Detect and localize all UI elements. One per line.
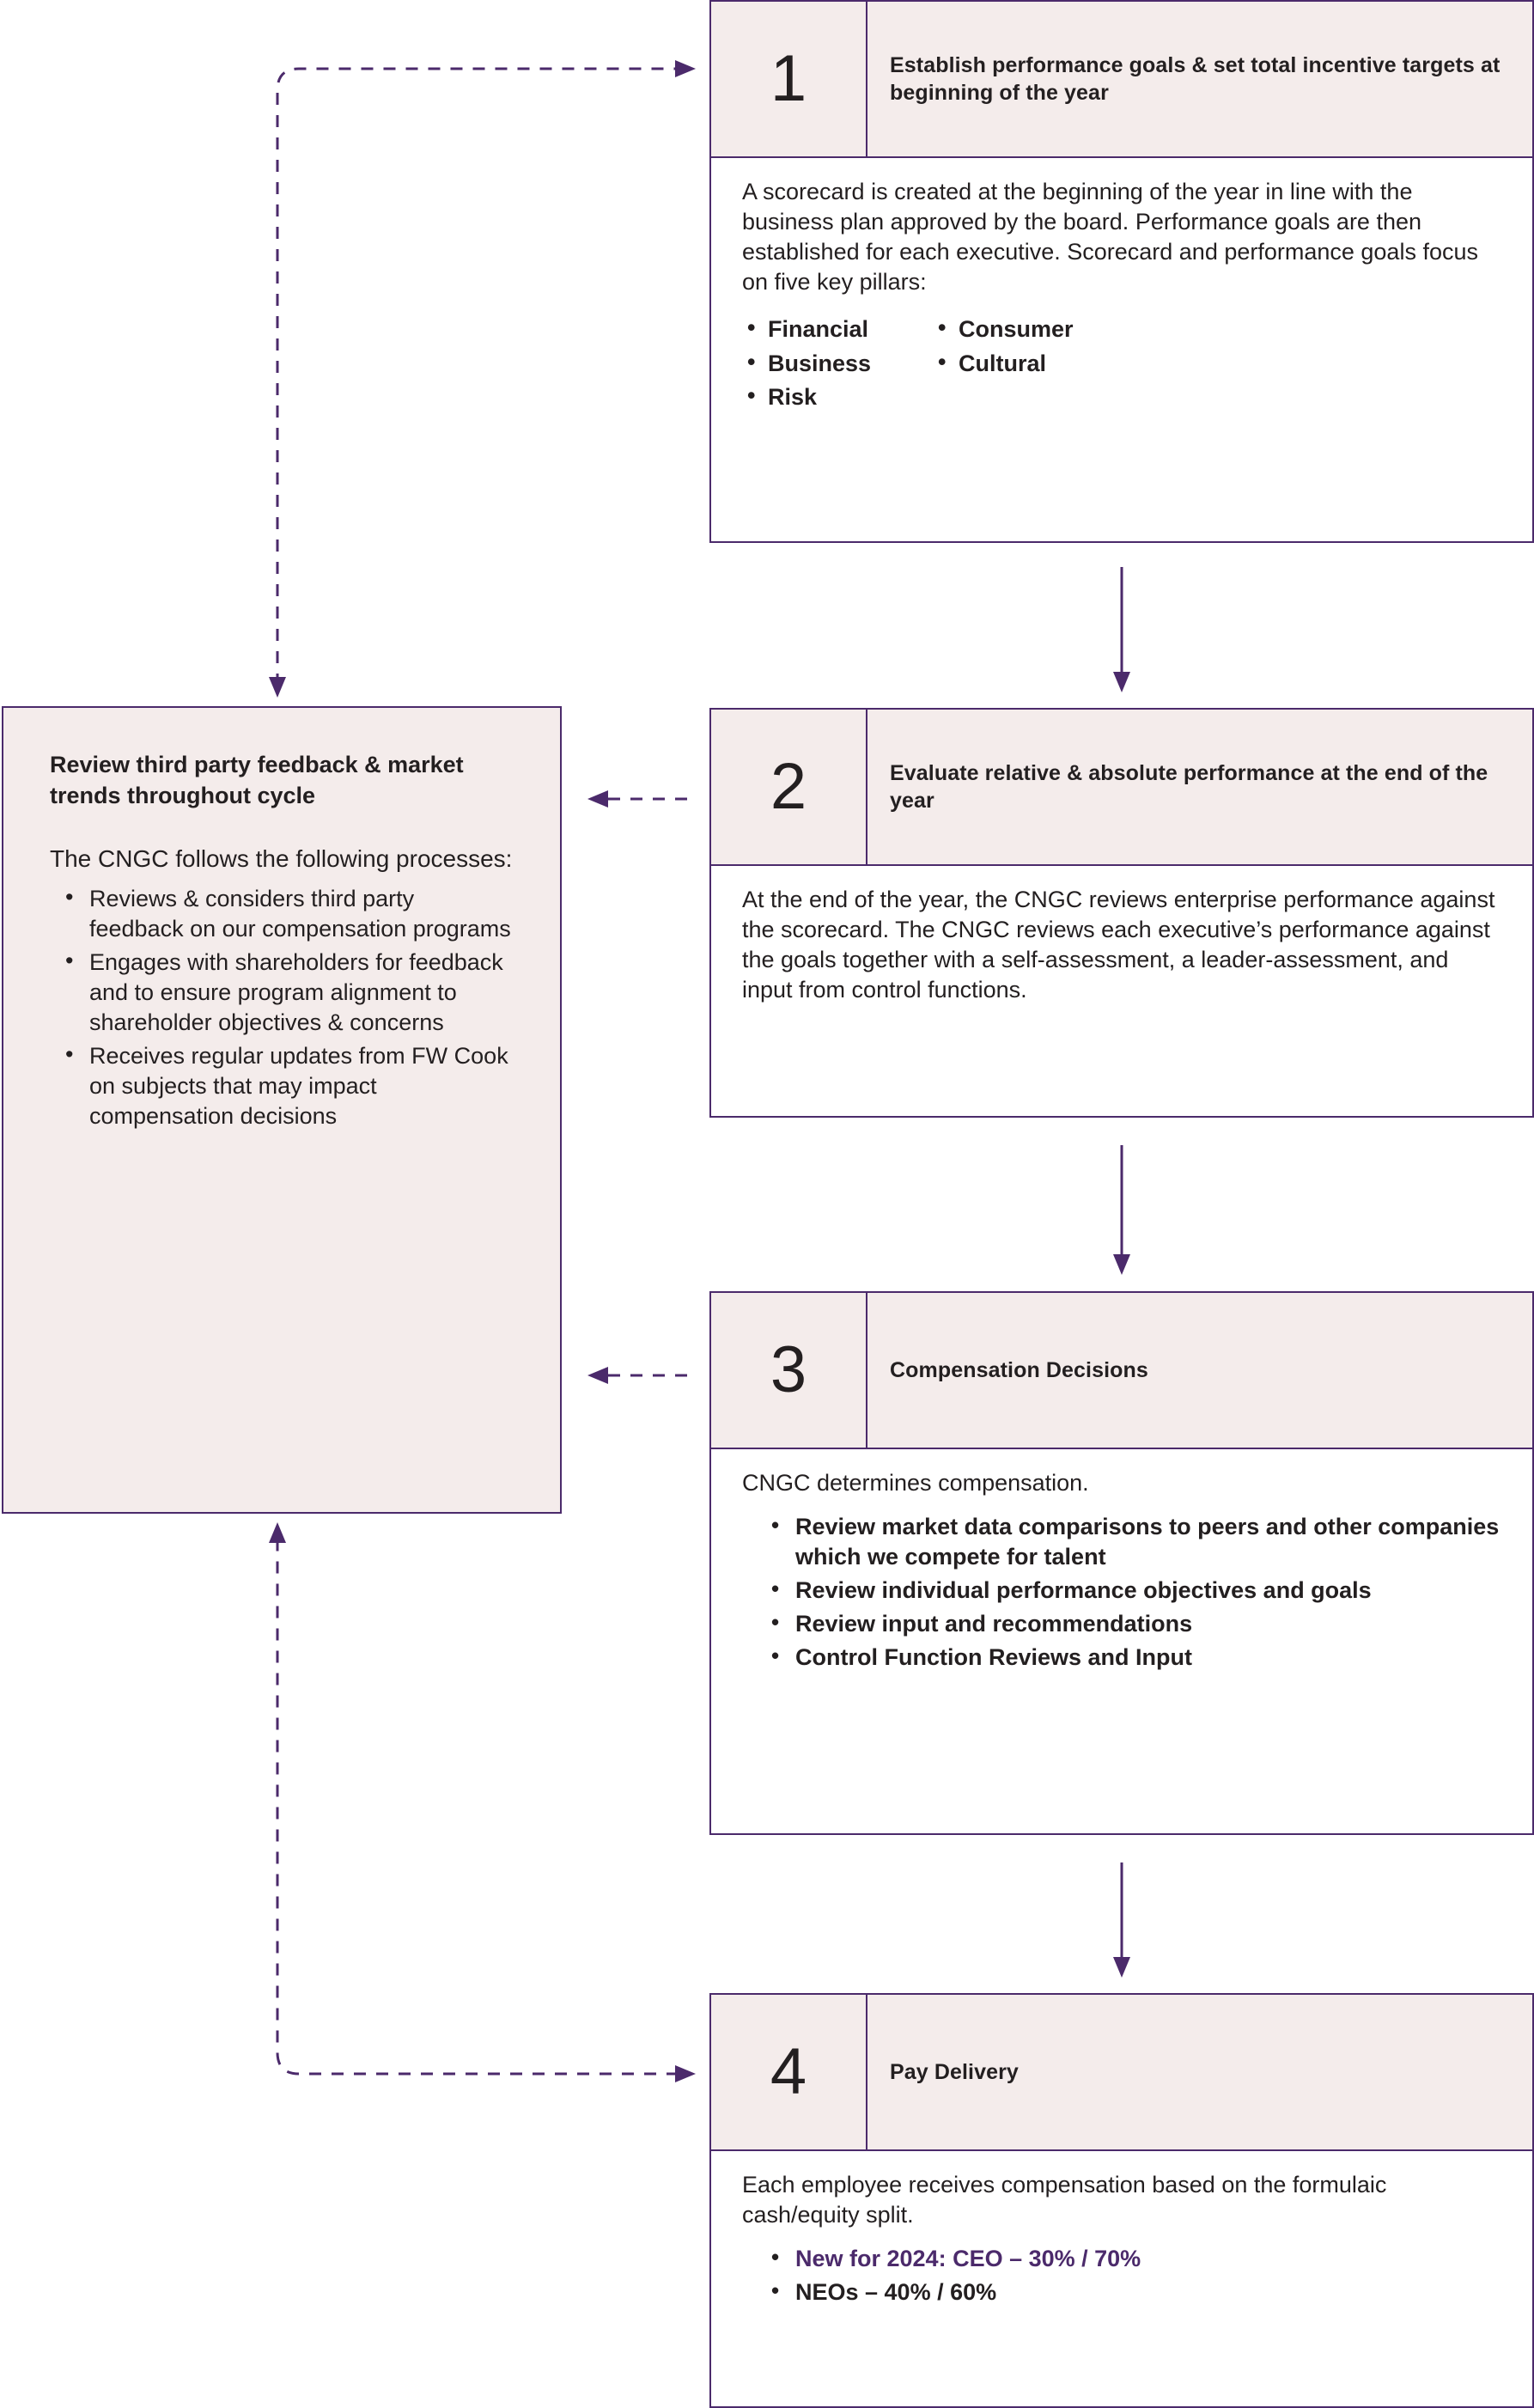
step-1-body [711,158,1532,437]
step-1-paragraph: A scorecard is created at the beginning of the year in line with the business plan approved by the board. Performance goals are then established for each executive. Scorecard and performance goals focus on five key pillars: [742,179,1478,296]
step-2-number: 2 [711,710,867,864]
step-3-header [711,1293,1532,1449]
arrow-step3-to-feedback [587,1367,687,1384]
list-item: • NEOs – 40% / 60% [771,2277,1501,2307]
list-item: • Reviews & considers third party feedback on our compensation programs [58,884,514,944]
pillar-item: • Risk [742,382,933,412]
step-1-number: 1 [711,2,867,156]
step-3-title: Compensation Decisions [890,1358,1148,1382]
arrow-step3-to-step4 [1113,1862,1130,1978]
step-4-number: 4 [711,1995,867,2149]
pillar-item: • Financial [742,314,933,344]
arrow-step2-to-feedback [587,790,687,808]
feedback-panel-title: Review third party feedback & market trends throughout cycle [50,752,464,809]
step-1-pillars-column-1 [742,314,933,417]
list-item: • Control Function Reviews and Input [771,1643,1501,1673]
step-1-pillars [742,314,1501,417]
step-3-body [711,1449,1532,1698]
step-4-paragraph: Each employee receives compensation based on the formulaic cash/equity split. [742,2172,1387,2228]
list-item: • Review individual performance objectives and goals [771,1576,1501,1606]
step-3-bullet-list [742,1512,1501,1673]
step-4-title: Pay Delivery [890,2060,1019,2084]
list-item: • Review input and recommendations [771,1609,1501,1639]
step-1-header [711,2,1532,158]
list-item: • New for 2024: CEO – 30% / 70% [771,2244,1501,2274]
step-4-bullet-list [742,2244,1501,2307]
pillar-item: • Consumer [933,314,1074,344]
arrow-step4-to-feedback [269,1522,696,2082]
list-item: • Engages with shareholders for feedback and to ensure program alignment to shareholder objectives & concerns [58,948,514,1038]
list-item: • Review market data comparisons to peers and other companies which we compete for talent [771,1512,1501,1572]
step-3-paragraph: CNGC determines compensation. [742,1470,1089,1496]
arrow-step2-to-step3 [1113,1145,1130,1275]
pillar-item: • Business [742,349,933,379]
arrow-feedback-to-step1 [269,60,696,698]
step-2-header [711,710,1532,866]
feedback-panel [2,706,562,1514]
step-box-4 [709,1993,1534,2408]
arrow-step1-to-step2 [1113,567,1130,692]
step-box-2 [709,708,1534,1118]
step-4-header [711,1995,1532,2151]
feedback-panel-intro: The CNGC follows the following processes: [50,845,513,873]
step-2-title: Evaluate relative & absolute performance at the end of the year [890,761,1488,813]
step-box-1 [709,0,1534,543]
step-1-pillars-column-2 [933,314,1074,417]
step-2-paragraph: At the end of the year, the CNGC reviews enterprise performance against the scorecard. The CNGC reviews each executive’s performance against the goals together with a self-assessment, a leader-assessment, and input from control functions. [742,887,1495,1003]
step-4-body [711,2151,1532,2332]
pillar-item: • Cultural [933,349,1074,379]
feedback-panel-list [50,884,514,1132]
step-3-number: 3 [711,1293,867,1448]
step-box-3 [709,1291,1534,1835]
step-1-title: Establish performance goals & set total incentive targets at beginning of the year [890,53,1501,105]
list-item: • Receives regular updates from FW Cook on subjects that may impact compensation decisions [58,1041,514,1131]
step-2-body [711,866,1532,1026]
